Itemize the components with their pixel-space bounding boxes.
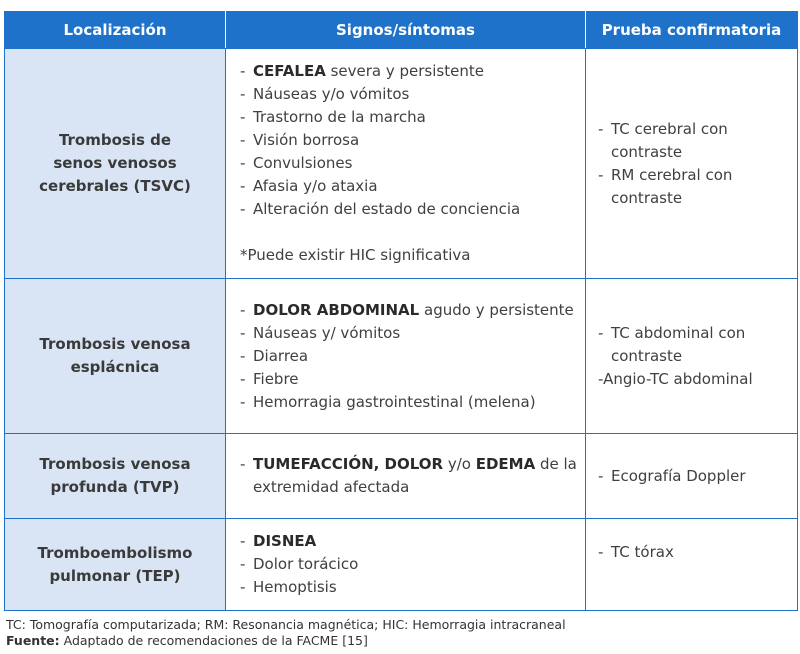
prueba-cell (586, 434, 798, 519)
header-row (5, 12, 798, 49)
list-item: - TUMEFACCIÓN, DOLOR y/o EDEMA de la extremidad afectada (240, 453, 579, 499)
localizacion-cell (5, 519, 226, 611)
list-item: - DISNEA (240, 530, 579, 553)
prueba-cell (586, 279, 798, 434)
list-item: -Angio-TC abdominal (598, 369, 753, 388)
signos-cell (226, 49, 586, 279)
list-item: - Diarrea (240, 345, 579, 368)
list-item: - Náuseas y/ vómitos (240, 322, 579, 345)
list-item: - Náuseas y/o vómitos (240, 83, 579, 106)
clinical-table (4, 11, 798, 611)
localizacion-cell (5, 434, 226, 519)
list-item: - RM cerebral con contraste (598, 164, 791, 210)
list-item: - Visión borrosa (240, 129, 579, 152)
table-footnote (6, 617, 566, 649)
header-localizacion: Localización (5, 12, 226, 49)
hic-note: *Puede existir HIC significativa (240, 246, 471, 264)
list-item: - TC cerebral con contraste (598, 118, 791, 164)
list-item: - Hemorragia gastrointestinal (melena) (240, 391, 579, 414)
header-prueba: Prueba confirmatoria (586, 12, 798, 49)
list-item: - Fiebre (240, 368, 579, 391)
localizacion-cell (5, 49, 226, 279)
tests-list (598, 541, 791, 564)
list-item: - DOLOR ABDOMINAL agudo y persistente (240, 299, 579, 322)
signos-cell (226, 434, 586, 519)
list-item: - Trastorno de la marcha (240, 106, 579, 129)
localizacion-label: Trombosis venosa profunda (TVP) (39, 455, 191, 496)
list-item: - TC abdominal con contraste (598, 322, 791, 368)
abbreviations-note: TC: Tomografía computarizada; RM: Resonancia magnética; HIC: Hemorragia intracraneal (6, 617, 566, 632)
table-row (5, 279, 798, 434)
localizacion-cell (5, 279, 226, 434)
list-item: - Dolor torácico (240, 553, 579, 576)
list-item: - CEFALEA severa y persistente (240, 60, 579, 83)
signs-list (240, 299, 579, 414)
tests-list (598, 118, 791, 210)
signs-list (240, 60, 579, 221)
tests-list (598, 322, 791, 391)
localizacion-label: Trombosis venosa esplácnica (39, 335, 191, 376)
list-item: - Afasia y/o ataxia (240, 175, 579, 198)
source-note: Fuente: Adaptado de recomendaciones de la FACME [15] (6, 633, 368, 648)
prueba-cell (586, 519, 798, 611)
signs-list (240, 453, 579, 499)
localizacion-label: Tromboembolismo pulmonar (TEP) (37, 543, 193, 585)
table-row (5, 49, 798, 279)
list-item: - Alteración del estado de conciencia (240, 198, 579, 221)
tests-list (598, 465, 791, 488)
header-signos: Signos/síntomas (226, 12, 586, 49)
list-item: - Ecografía Doppler (598, 465, 791, 488)
signos-cell (226, 519, 586, 611)
list-item: - Hemoptisis (240, 576, 579, 599)
signs-list (240, 530, 579, 599)
prueba-cell (586, 49, 798, 279)
localizacion-label: Trombosis de senos venosos cerebrales (TSVC) (39, 131, 191, 195)
list-item: - Convulsiones (240, 152, 579, 175)
list-item: - TC tórax (598, 541, 791, 564)
table-row (5, 519, 798, 611)
signos-cell (226, 279, 586, 434)
table-row (5, 434, 798, 519)
